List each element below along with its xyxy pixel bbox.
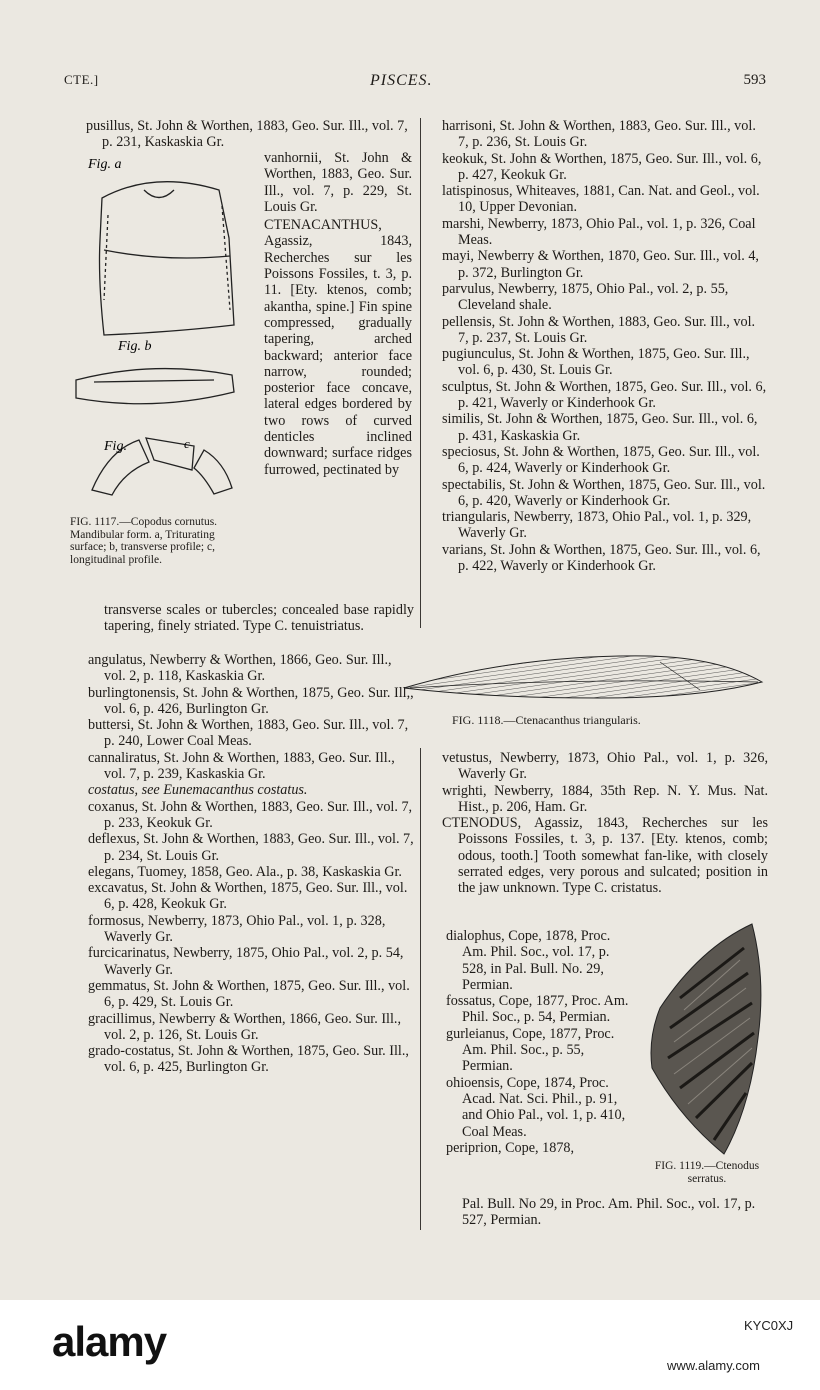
col2-top [442, 118, 768, 574]
entry: sculptus, St. John & Worthen, 1875, Geo. Sur. Ill., vol. 6, p. 421, Waverly or Kinderhook Gr. [442, 378, 767, 412]
entry: gemmatus, St. John & Worthen, 1875, Geo. Sur. Ill., vol. 6, p. 429, St. Louis Gr. [88, 977, 410, 1011]
entry: harrisoni, St. John & Worthen, 1883, Geo. Sur. Ill., vol. 7, p. 236, St. Louis Gr. [442, 118, 756, 151]
figure-1118-caption: FIG. 1118.—Ctenacanthus triangularis. [452, 713, 641, 727]
stock-footer [0, 1300, 820, 1390]
column-rule-top [420, 118, 421, 628]
col1-entries [88, 652, 414, 1076]
entry: spectabilis, St. John & Worthen, 1875, Geo. Sur. Ill., vol. 6, p. 420, Waverly or Kinderhook Gr. [442, 476, 766, 509]
fig-label-a: Fig. a [88, 157, 122, 172]
ctenacanthus-spine-drawing [400, 648, 766, 708]
entry: elegans, Tuomey, 1858, Geo. Ala., p. 38, Kaskaskia Gr. [88, 863, 402, 880]
entry: triangularis, Newberry, 1873, Ohio Pal., vol. 1, p. 329, Waverly Gr. [442, 509, 752, 542]
figure-1119 [640, 918, 770, 1158]
entry-continuation: Pal. Bull. No 29, in Proc. Am. Phil. Soc., vol. 17, p. 527, Permian. [462, 1196, 756, 1229]
entry: vetustus, Newberry, 1873, Ohio Pal., vol. 1, p. 326, Waverly Gr. [442, 750, 768, 783]
col1-narrow [264, 150, 412, 478]
column-rule-bottom [420, 748, 421, 1230]
figure-1117 [64, 150, 254, 510]
figure-1119-caption: FIG. 1119.—Ctenodus serratus. [654, 1160, 760, 1185]
entry: coxanus, St. John & Worthen, 1883, Geo. Sur. Ill., vol. 7, p. 233, Keokuk Gr. [88, 798, 413, 831]
entry: speciosus, St. John & Worthen, 1875, Geo. Sur. Ill., vol. 6, p. 424, Waverly or Kinderhook Gr. [442, 443, 760, 477]
alamy-logo: alamy [52, 1318, 167, 1365]
entry: gracillimus, Newberry & Worthen, 1866, Geo. Sur. Ill., vol. 2, p. 126, St. Louis Gr. [88, 1010, 402, 1043]
entry: cannaliratus, St. John & Worthen, 1883, Geo. Sur. Ill., vol. 7, p. 239, Kaskaskia Gr. [88, 749, 395, 783]
entry: wrighti, Newberry, 1884, 35th Rep. N. Y. Mus. Nat. Hist., p. 206, Ham. Gr. [442, 782, 768, 815]
col1-top [86, 118, 416, 151]
entry: dialophus, Cope, 1878, Proc. Am. Phil. Soc., vol. 17, p. 528, in Pal. Bull. No. 29, Permian. [446, 928, 611, 993]
running-head-left: CTE.] [64, 72, 99, 87]
entry: ohioensis, Cope, 1874, Proc. Acad. Nat. Sci. Phil., p. 91, and Ohio Pal., vol. 1, p. 410, Coal Meas. [446, 1074, 626, 1140]
entry: marshi, Newberry, 1873, Ohio Pal., vol. 1, p. 326, Coal Meas. [442, 215, 756, 249]
entry: parvulus, Newberry, 1875, Ohio Pal., vol. 2, p. 55, Cleveland shale. [442, 280, 729, 314]
entry: costatus, see Eunemacanthus costatus. [88, 782, 308, 799]
entry: angulatus, Newberry & Worthen, 1866, Geo. Sur. Ill., vol. 2, p. 118, Kaskaskia Gr. [88, 652, 392, 685]
fig-label-c-prefix: Fig. [104, 439, 127, 454]
entry: pugiunculus, St. John & Worthen, 1875, Geo. Sur. Ill., vol. 6, p. 430, St. Louis Gr. [442, 346, 750, 379]
genus-entry: CTENACANTHUS, Agassiz, 1843, Recherches sur les Poissons Fossiles, t. 3, p. 11. [Ety. ktenos, comb; akantha, spine.] Fin spine compressed, gradually tapering, arched backward; anterior face narrow, rounded; posterior face concave, lateral edges bordered by two rows of curved denticles inclined downward; surface ridges furrowed, pectinated by [264, 217, 412, 478]
fig-label-b: Fig. b [118, 339, 152, 354]
entry: furcicarinatus, Newberry, 1875, Ohio Pal., vol. 2, p. 54, Waverly Gr. [88, 945, 404, 978]
ctenodus-tooth-drawing [640, 918, 770, 1158]
entry: pusillus, St. John & Worthen, 1883, Geo. Sur. Ill., vol. 7, p. 231, Kaskaskia Gr. [86, 118, 408, 151]
entry: mayi, Newberry & Worthen, 1870, Geo. Sur. Ill., vol. 4, p. 372, Burlington Gr. [442, 248, 759, 281]
col1-wide [104, 602, 414, 635]
figure-1117-caption: FIG. 1117.—Copodus cornutus. Mandibular form. a, Triturating surface; b, transverse profile; c, longitudinal profile. [70, 516, 218, 566]
copodus-drawing [64, 150, 254, 510]
running-head-title: PISCES. [370, 72, 433, 89]
image-id: KYC0XJ [744, 1318, 794, 1333]
entry: periprion, Cope, 1878, [446, 1139, 575, 1156]
entry: fossatus, Cope, 1877, Proc. Am. Phil. Soc., p. 54, Permian. [446, 993, 629, 1026]
entry: burlingtonensis, St. John & Worthen, 1875, Geo. Sur. Ill,, vol. 6, p. 426, Burlington Gr. [88, 684, 414, 717]
entry: keokuk, St. John & Worthen, 1875, Geo. Sur. Ill., vol. 6, p. 427, Keokuk Gr. [442, 150, 762, 183]
entry: buttersi, St. John & Worthen, 1883, Geo. Sur. Ill., vol. 7, p. 240, Lower Coal Meas. [88, 717, 409, 750]
figure-1118 [400, 648, 766, 708]
page-number: 593 [743, 72, 766, 88]
entry: vanhornii, St. John & Worthen, 1883, Geo. Sur. Ill., vol. 7, p. 229, St. Louis Gr. [264, 150, 412, 215]
entry: similis, St. John & Worthen, 1875, Geo. Sur. Ill., vol. 6, p. 431, Kaskaskia Gr. [442, 411, 758, 444]
col2-bottom [442, 750, 768, 897]
footer-url: www.alamy.com [667, 1358, 760, 1373]
entry: grado-costatus, St. John & Worthen, 1875, Geo. Sur. Ill., vol. 6, p. 425, Burlington Gr. [88, 1043, 409, 1076]
fig-label-c: c [184, 436, 190, 451]
entry: pellensis, St. John & Worthen, 1883, Geo. Sur. Ill., vol. 7, p. 237, St. Louis Gr. [442, 313, 756, 346]
col2-narrow [446, 928, 636, 1156]
col2-last [462, 1196, 772, 1229]
entry: formosus, Newberry, 1873, Ohio Pal., vol. 1, p. 328, Waverly Gr. [88, 912, 386, 946]
entry: latispinosus, Whiteaves, 1881, Can. Nat. and Geol., vol. 10, Upper Devonian. [442, 183, 760, 216]
entry: varians, St. John & Worthen, 1875, Geo. Sur. Ill., vol. 6, p. 422, Waverly or Kinderhook Gr. [442, 541, 761, 575]
genus-entry: CTENODUS, Agassiz, 1843, Recherches sur les Poissons Fossiles, t. 3, p. 137. [Ety. ktenos, comb; odous, tooth.] Tooth somewhat fan-like, with closely serrated edges, very porous and sulcated; position in the jaw unknown. Type C. cristatus. [442, 815, 768, 897]
entry: deflexus, St. John & Worthen, 1883, Geo. Sur. Ill., vol. 7, p. 234, St. Louis Gr. [88, 831, 414, 864]
entry: gurleianus, Cope, 1877, Proc. Am. Phil. Soc., p. 55, Permian. [446, 1025, 615, 1075]
genus-continuation: transverse scales or tubercles; concealed base rapidly tapering, finely striated. Type C. tenuistriatus. [104, 602, 414, 635]
entry: excavatus, St. John & Worthen, 1875, Geo. Sur. Ill., vol. 6, p. 428, Keokuk Gr. [88, 880, 408, 913]
